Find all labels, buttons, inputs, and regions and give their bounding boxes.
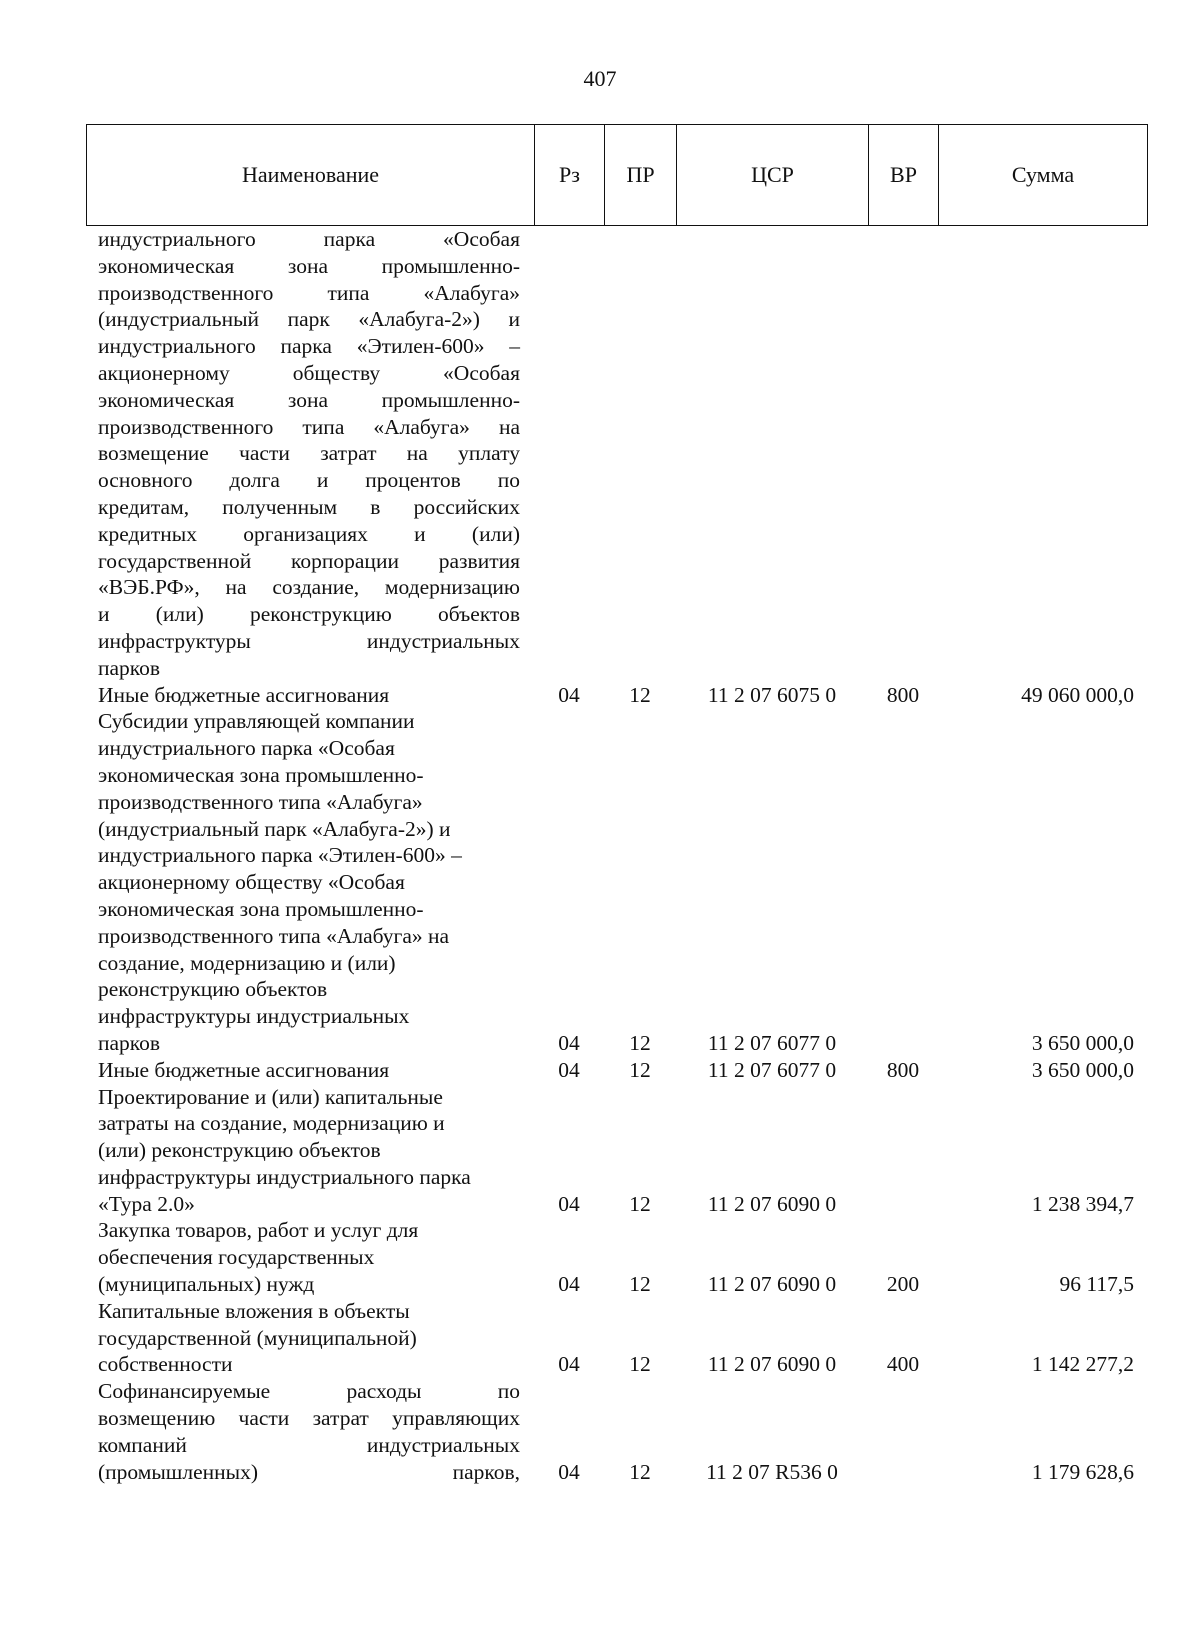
row-name: Закупка товаров, работ и услуг для обеспечения государственных (муниципальных) нужд <box>98 1218 419 1297</box>
row-name: Проектирование и (или) капитальные затраты на создание, модернизацию и (или) реконструкцию объектов инфраструктуры индустриального парка «Тура 2.0» <box>98 1084 471 1216</box>
row-pr: 12 <box>629 1191 651 1216</box>
row-name: Капитальные вложения в объекты государственной (муниципальной) собственности <box>98 1298 417 1377</box>
row-csr: 11 2 07 6075 0 <box>707 682 837 707</box>
row-vr: 400 <box>886 1352 920 1377</box>
table-row <box>86 1057 1148 1084</box>
page-number: 407 <box>583 66 617 91</box>
row-sum: 96 117,5 <box>1059 1272 1134 1297</box>
row-rz: 04 <box>558 1352 580 1377</box>
row-pr: 12 <box>629 1352 651 1377</box>
row-rz: 04 <box>558 1030 580 1055</box>
row-sum: 3 650 000,0 <box>1031 1057 1134 1082</box>
table-row <box>86 226 1148 682</box>
row-csr: 11 2 07 6077 0 <box>707 1030 837 1055</box>
header-name: Наименование <box>87 125 535 225</box>
row-pr: 12 <box>629 1459 651 1484</box>
row-sum: 1 238 394,7 <box>1031 1191 1134 1216</box>
header-pr: ПР <box>605 125 677 225</box>
row-rz: 04 <box>558 1272 580 1297</box>
header-csr: ЦСР <box>677 125 869 225</box>
row-name: индустриального парка «Особая экономическая зона промышленно- производственного типа «Алабуга» (индустриальный парк «Алабуга-2») и индустриального парка «Этилен-600» – акционерному обществу «Особая экономическая зона промышленно- производственного типа «Алабуга» на возмещение части затрат на уплату основного долга и процентов по кредитам, полученным в российских кредитных организациях и (или) государственной корпорации развития «ВЭБ.РФ», на создание, модернизацию и (или) реконструкцию объектов инфраструктуры индустриальных парков <box>98 227 520 680</box>
row-csr: 11 2 07 6090 0 <box>707 1272 837 1297</box>
header-vr: ВР <box>869 125 939 225</box>
row-name: Субсидии управляющей компании индустриального парка «Особая экономическая зона промышленно- производственного типа «Алабуга» (индустриальный парк «Алабуга-2») и индустриального парка «Этилен-600» – акционерному обществу «Особая экономическая зона промышленно- производственного типа «Алабуга» на создание, модернизацию и (или) реконструкцию объектов инфраструктуры индустриальных парков <box>98 709 462 1055</box>
row-name: Иные бюджетные ассигнования <box>98 682 390 707</box>
row-csr: 11 2 07 6090 0 <box>707 1191 837 1216</box>
header-sum: Сумма <box>1011 162 1075 187</box>
row-csr: 11 2 07 R536 0 <box>706 1459 838 1484</box>
row-sum: 1 142 277,2 <box>1031 1352 1134 1377</box>
row-pr: 12 <box>629 1030 651 1055</box>
row-name: Иные бюджетные ассигнования <box>98 1057 390 1082</box>
row-pr: 12 <box>629 1057 651 1082</box>
row-csr: 11 2 07 6077 0 <box>707 1057 837 1082</box>
row-rz: 04 <box>558 1191 580 1216</box>
table-row <box>86 682 1148 709</box>
row-sum: 3 650 000,0 <box>1031 1030 1134 1055</box>
row-vr: 800 <box>886 1057 920 1082</box>
row-pr: 12 <box>629 682 651 707</box>
table-row <box>86 1084 1148 1218</box>
table-row <box>86 708 1148 1056</box>
row-rz: 04 <box>558 1057 580 1082</box>
row-name: Софинансируемые расходы по возмещению части затрат управляющих компаний индустриальных (промышленных) парков, <box>98 1379 520 1484</box>
row-rz: 04 <box>558 1459 580 1484</box>
row-sum: 1 179 628,6 <box>1031 1459 1134 1484</box>
row-vr: 200 <box>886 1272 920 1297</box>
row-sum: 49 060 000,0 <box>1021 682 1134 707</box>
table-body <box>86 226 1148 1485</box>
header-rz: Рз <box>535 125 605 225</box>
row-rz: 04 <box>558 682 580 707</box>
row-vr: 800 <box>886 682 920 707</box>
table-row <box>86 1378 1148 1485</box>
table-row <box>86 1217 1148 1297</box>
row-csr: 11 2 07 6090 0 <box>707 1352 837 1377</box>
row-pr: 12 <box>629 1272 651 1297</box>
table-header <box>86 124 1148 226</box>
table-row <box>86 1298 1148 1378</box>
